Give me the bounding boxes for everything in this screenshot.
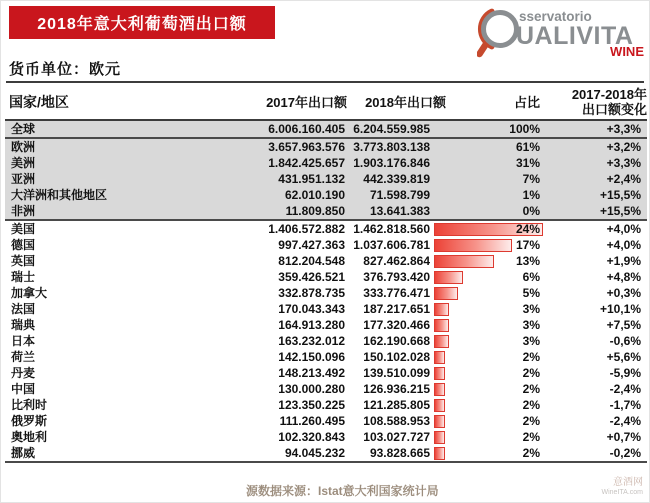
share-label: 2% (522, 350, 540, 364)
share-cell (432, 253, 548, 269)
value-2018-cell: 103.027.727 (363, 430, 430, 444)
region-row (5, 187, 647, 203)
share-cell (432, 203, 548, 220)
country-cell: 加拿大 (11, 286, 48, 300)
value-2018-cell: 139.510.099 (363, 366, 430, 380)
value-2017-cell: 11.809.850 (247, 203, 347, 220)
share-cell (432, 187, 548, 203)
value-2018-cell: 150.102.028 (363, 350, 430, 364)
header-share: 占比 (513, 95, 540, 110)
value-2018-cell: 3.773.803.138 (347, 138, 432, 155)
country-cell: 亚洲 (5, 171, 247, 187)
value-2017-cell: 997.427.363 (278, 238, 345, 252)
share-label: 31% (515, 156, 540, 170)
change-cell: +2,4% (548, 171, 647, 187)
value-2017-cell: 123.350.225 (278, 398, 345, 412)
share-cell (432, 349, 548, 365)
country-cell: 瑞士 (11, 270, 36, 284)
share-cell (432, 413, 548, 429)
share-label: 1% (522, 188, 540, 202)
country-cell: 中国 (11, 382, 36, 396)
header-change-line2: 出口额变化 (581, 101, 647, 117)
share-label: 6% (522, 270, 540, 284)
value-2017-cell: 62.010.190 (247, 187, 347, 203)
value-2017-cell: 142.150.096 (278, 350, 345, 364)
change-cell: -0,2% (548, 445, 647, 462)
country-row (5, 220, 647, 237)
region-row (5, 203, 647, 220)
share-label: 2% (522, 414, 540, 428)
value-2017-cell: 164.913.280 (278, 318, 345, 332)
logo-text-osservatorio: sservatorio (519, 9, 592, 24)
value-2017-cell: 111.260.495 (279, 414, 345, 428)
value-2018-cell: 1.903.176.846 (347, 155, 432, 171)
change-cell: +3,3% (548, 120, 647, 138)
value-2017-cell: 1.406.572.882 (268, 222, 345, 236)
value-2018-cell: 93.828.665 (347, 445, 432, 462)
country-cell: 欧洲 (5, 138, 247, 155)
country-cell: 瑞典 (11, 318, 36, 332)
share-cell (432, 445, 548, 462)
change-cell: -2,4% (609, 382, 641, 396)
country-cell: 挪威 (5, 445, 247, 462)
value-2017-cell: 130.000.280 (278, 382, 345, 396)
share-cell (432, 333, 548, 349)
share-cell (432, 138, 548, 155)
region-row (5, 155, 647, 171)
change-cell: +15,5% (548, 187, 647, 203)
country-row (5, 301, 647, 317)
share-cell (432, 120, 548, 138)
country-cell: 美洲 (5, 155, 247, 171)
value-2017-cell: 332.878.735 (278, 286, 345, 300)
country-row (5, 429, 647, 445)
share-cell (432, 237, 548, 253)
country-row (5, 349, 647, 365)
value-2017-cell: 359.426.521 (278, 270, 345, 284)
country-cell: 非洲 (5, 203, 247, 220)
share-cell (432, 155, 548, 171)
country-row (5, 365, 647, 381)
share-label: 3% (522, 302, 540, 316)
region-row (5, 120, 647, 138)
report-title-banner (9, 6, 275, 39)
share-label: 61% (515, 140, 540, 154)
country-cell: 德国 (11, 238, 36, 252)
value-2018-cell: 333.776.471 (363, 286, 430, 300)
value-2018-cell: 162.190.668 (363, 334, 430, 348)
share-label: 3% (522, 334, 540, 348)
change-cell: +1,9% (606, 254, 641, 268)
value-2018-cell: 376.793.420 (363, 270, 430, 284)
region-row (5, 171, 647, 187)
share-label: 2% (522, 382, 540, 396)
country-cell: 英国 (11, 254, 36, 268)
watermark-cn: 意酒网 (613, 477, 643, 488)
share-label: 2% (522, 446, 540, 460)
change-cell: +15,5% (548, 203, 647, 220)
share-label: 7% (522, 172, 540, 186)
change-cell: +0,3% (606, 286, 641, 300)
share-label: 2% (522, 398, 540, 412)
value-2018-cell: 187.217.651 (363, 302, 430, 316)
country-row (5, 333, 647, 349)
country-row (5, 445, 647, 462)
export-table (5, 84, 647, 463)
value-2017-cell: 94.045.232 (247, 445, 347, 462)
country-cell: 全球 (5, 120, 247, 138)
value-2018-cell: 177.320.466 (363, 318, 430, 332)
value-2018-cell: 121.285.805 (363, 398, 430, 412)
country-cell: 大洋洲和其他地区 (5, 187, 247, 203)
country-cell: 俄罗斯 (11, 414, 48, 428)
share-label: 3% (522, 318, 540, 332)
value-2017-cell: 6.006.160.405 (247, 120, 347, 138)
country-cell: 丹麦 (11, 366, 36, 380)
header-country: 国家/地区 (9, 93, 69, 110)
share-label: 13% (515, 254, 540, 268)
change-cell: -1,7% (609, 398, 641, 412)
magnifier-logo-icon (477, 2, 647, 59)
share-cell (432, 397, 548, 413)
value-2018-cell: 1.462.818.560 (353, 222, 430, 236)
value-2017-cell: 102.320.843 (278, 430, 345, 444)
change-cell: -0,6% (609, 334, 641, 348)
change-cell: +4,8% (606, 270, 641, 284)
change-cell: +10,1% (599, 302, 641, 316)
change-cell: +4,0% (606, 222, 641, 236)
value-2018-cell: 71.598.799 (347, 187, 432, 203)
header-2018: 2018年出口额 (365, 95, 446, 110)
currency-unit-label: 货币单位：欧元 (9, 61, 122, 78)
value-2017-cell: 431.951.132 (247, 171, 347, 187)
change-cell: +5,6% (606, 350, 641, 364)
value-2018-cell: 13.641.383 (347, 203, 432, 220)
country-cell: 美国 (11, 222, 36, 236)
logo-text-wine: WINE (610, 44, 644, 59)
country-row (5, 253, 647, 269)
data-source-note: 源数据来源：Istat意大利国家统计局 (246, 484, 439, 498)
region-row (5, 138, 647, 155)
value-2017-cell: 812.204.548 (278, 254, 345, 268)
country-cell: 奥地利 (11, 430, 48, 444)
share-label: 24% (515, 222, 540, 236)
change-cell: -2,4% (609, 414, 641, 428)
logo-text-qualivita: UALIVITA (516, 22, 634, 50)
value-2017-cell: 170.043.343 (278, 302, 345, 316)
header-2017: 2017年出口额 (266, 95, 347, 110)
header-change-line1: 2017-2018年 (571, 86, 647, 102)
value-2018-cell: 6.204.559.985 (347, 120, 432, 138)
watermark-en: WineITA.com (601, 489, 643, 496)
value-2017-cell: 163.232.012 (278, 334, 345, 348)
country-cell: 法国 (11, 302, 36, 316)
share-cell (432, 220, 548, 237)
country-row (5, 269, 647, 285)
change-cell: -5,9% (609, 366, 641, 380)
wineita-watermark (602, 478, 644, 498)
value-2017-cell: 3.657.963.576 (247, 138, 347, 155)
change-cell: +3,2% (548, 138, 647, 155)
header-divider (6, 81, 644, 83)
share-label: 17% (515, 238, 540, 252)
change-cell: +3,3% (548, 155, 647, 171)
value-2018-cell: 827.462.864 (363, 254, 430, 268)
value-2017-cell: 1.842.425.657 (247, 155, 347, 171)
share-cell (432, 301, 548, 317)
value-2018-cell: 126.936.215 (363, 382, 430, 396)
country-cell: 比利时 (11, 398, 48, 412)
change-cell: +4,0% (606, 238, 641, 252)
country-row (5, 285, 647, 301)
change-cell: +7,5% (606, 318, 641, 332)
share-cell (432, 365, 548, 381)
share-cell (432, 269, 548, 285)
share-cell (432, 285, 548, 301)
share-cell (432, 381, 548, 397)
country-row (5, 413, 647, 429)
report-title: 2018年意大利葡萄酒出口额 (37, 16, 247, 33)
share-cell (432, 429, 548, 445)
value-2017-cell: 148.213.492 (278, 366, 345, 380)
country-cell: 日本 (11, 334, 36, 348)
country-row (5, 237, 647, 253)
share-label: 2% (522, 430, 540, 444)
value-2018-cell: 108.588.953 (363, 414, 430, 428)
share-label: 2% (522, 366, 540, 380)
table-header-row (5, 84, 647, 120)
share-label: 0% (522, 204, 540, 218)
share-cell (432, 317, 548, 333)
qualivita-logo (477, 2, 647, 59)
share-label: 100% (509, 122, 540, 136)
value-2018-cell: 442.339.819 (347, 171, 432, 187)
country-row (5, 381, 647, 397)
country-row (5, 317, 647, 333)
change-cell: +0,7% (606, 430, 641, 444)
header-change (548, 84, 647, 120)
share-cell (432, 171, 548, 187)
country-cell: 荷兰 (11, 350, 36, 364)
value-2018-cell: 1.037.606.781 (353, 238, 430, 252)
share-label: 5% (522, 286, 540, 300)
country-row (5, 397, 647, 413)
